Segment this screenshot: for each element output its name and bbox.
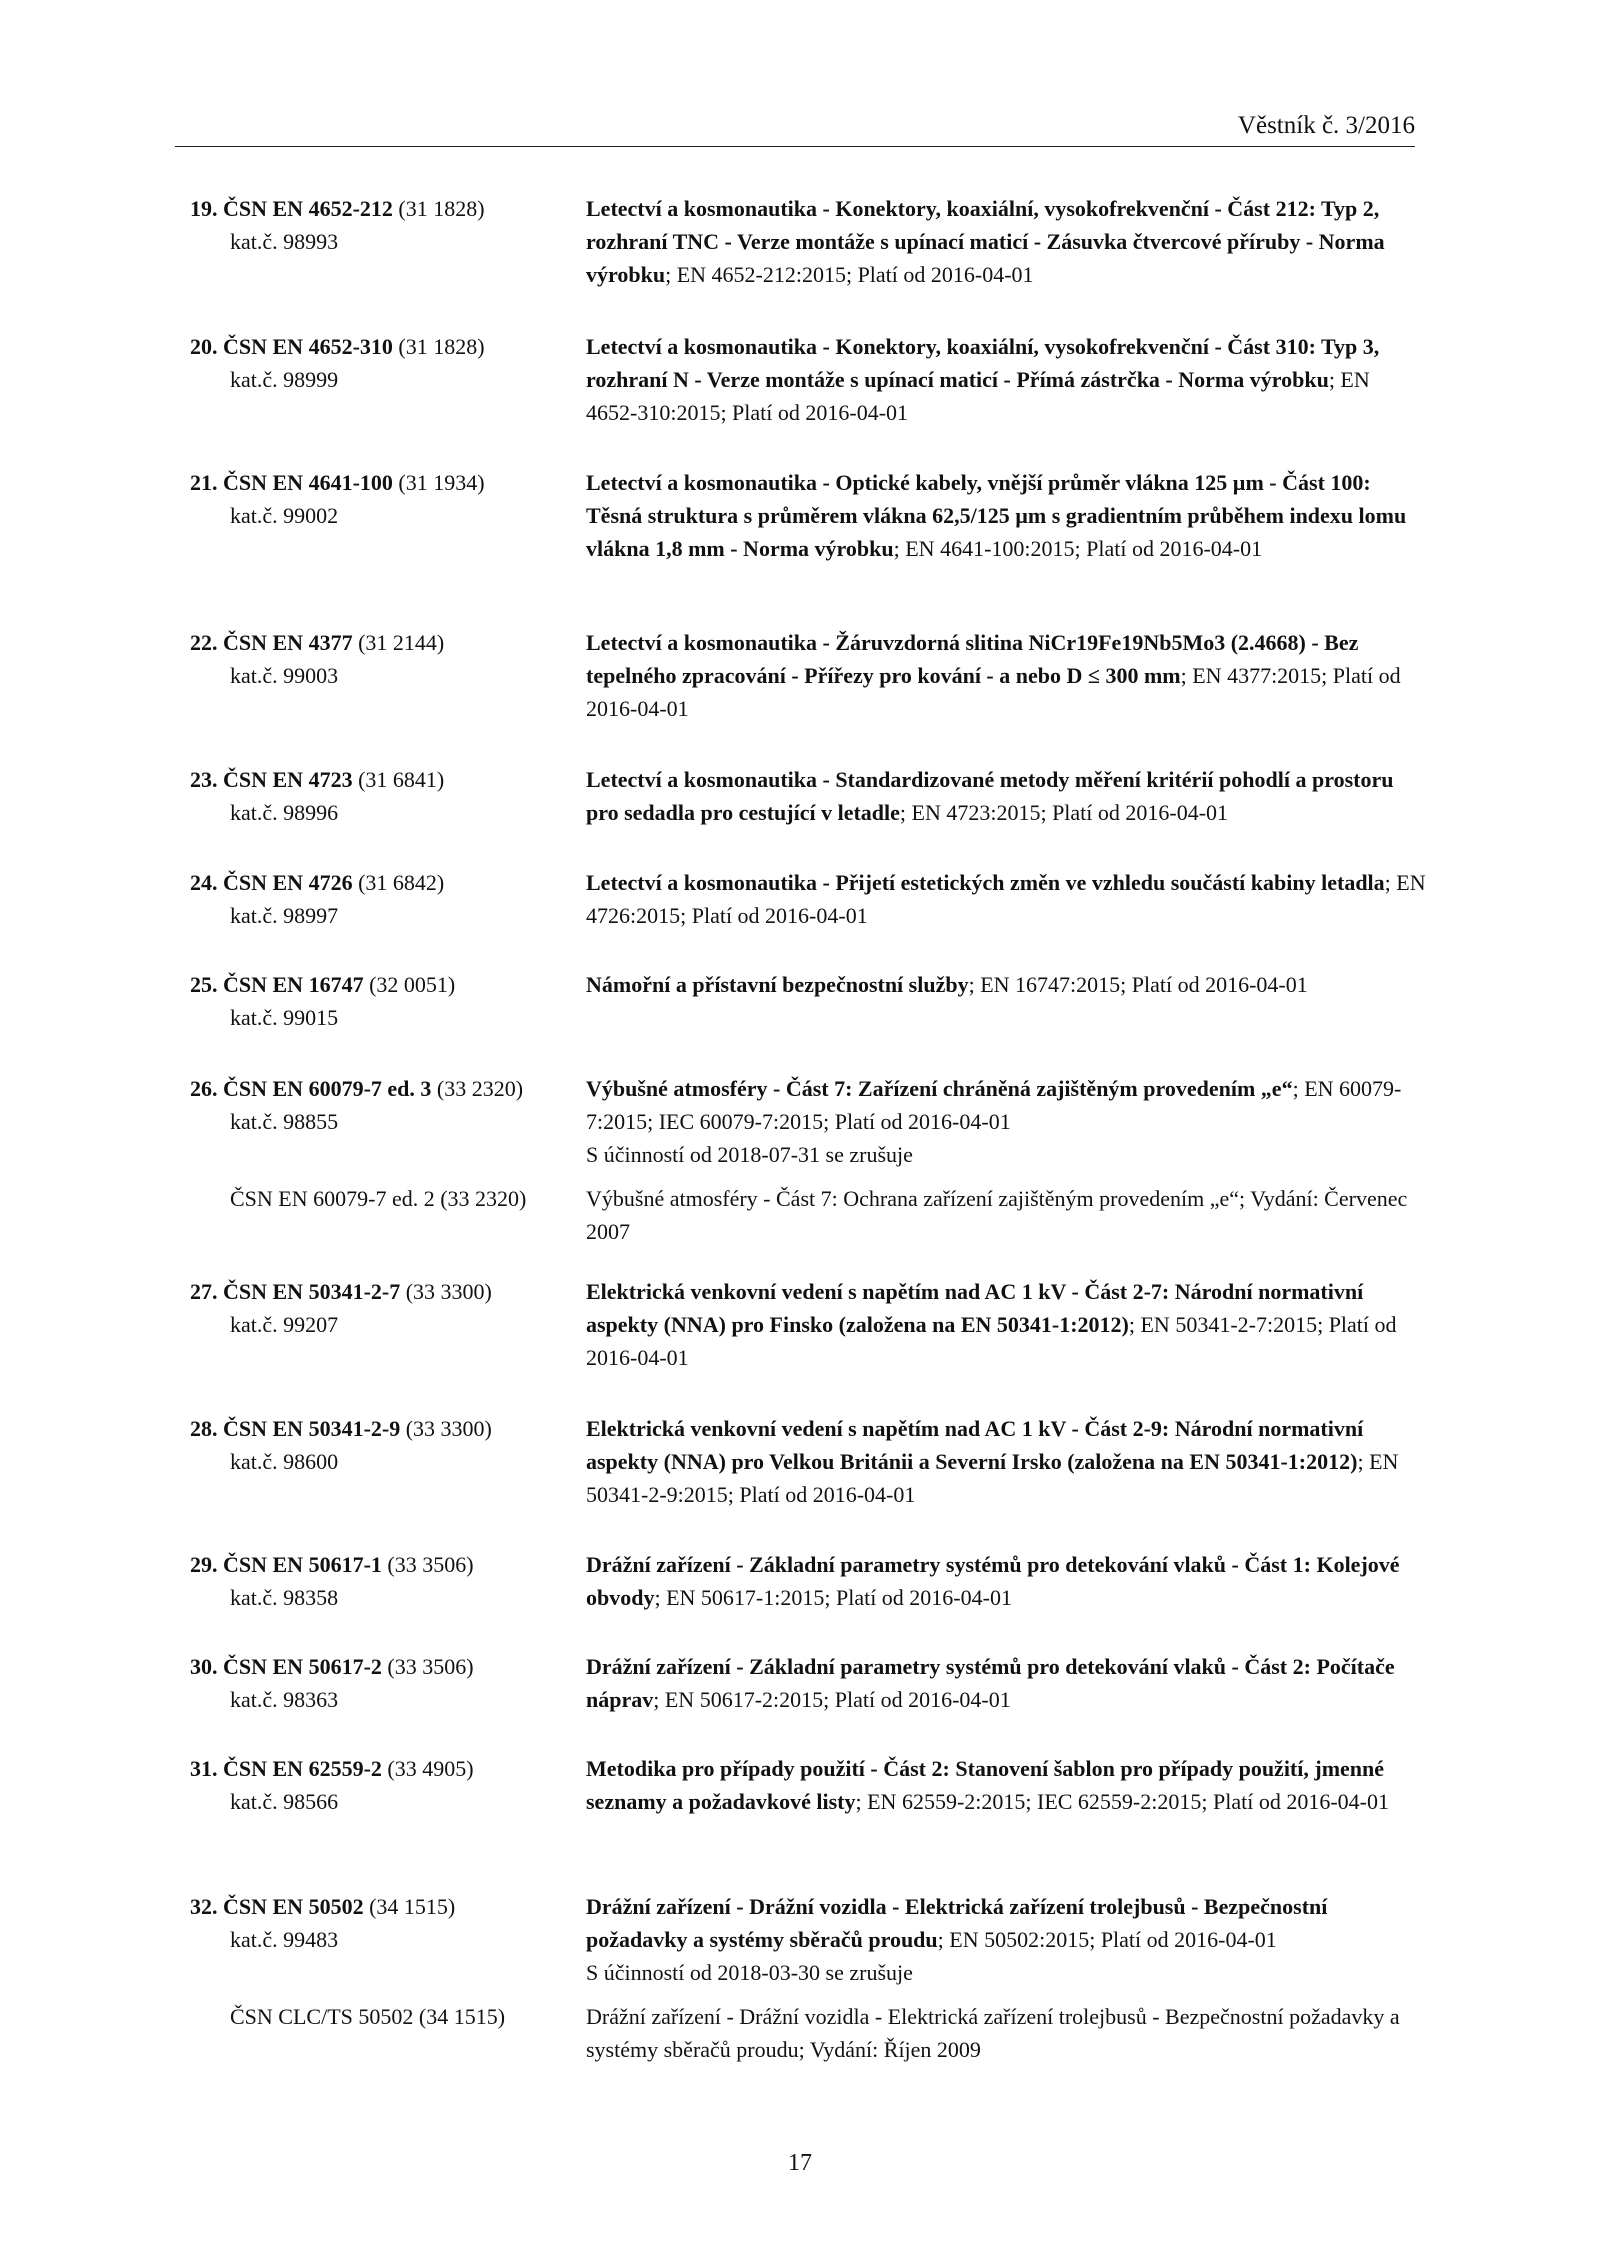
- standard-details: ; EN 4723:2015; Platí od 2016-04-01: [899, 800, 1229, 825]
- entry-identifier: 26. ČSN EN 60079-7 ed. 3 (33 2320) kat.č. 98855: [190, 1072, 575, 1138]
- standard-code: ČSN EN 16747: [223, 972, 364, 997]
- entry-description: [586, 1890, 1426, 1989]
- catalog-number: kat.č. 99002: [230, 503, 339, 528]
- standard-title: Letectví a kosmonautika - Přijetí estetických změn ve vzhledu součástí kabiny letadla: [586, 870, 1385, 895]
- standard-code: ČSN EN 62559-2: [223, 1756, 382, 1781]
- entry-description: [586, 1072, 1426, 1171]
- classification: (33 3506): [381, 1552, 474, 1577]
- standard-code: ČSN EN 50341-2-9: [223, 1416, 401, 1441]
- standard-code: ČSN EN 50502: [223, 1894, 364, 1919]
- standard-details: ; EN 50341-2-9:2015; Platí od 2016-04-01: [586, 1449, 1399, 1507]
- standard-code: ČSN EN 4641-100: [223, 470, 393, 495]
- entry-identifier: 28. ČSN EN 50341-2-9 (33 3300) kat.č. 98600: [190, 1412, 575, 1478]
- entry-identifier: 21. ČSN EN 4641-100 (31 1934) kat.č. 99002: [190, 466, 575, 532]
- entry-description: [586, 866, 1426, 932]
- standard-details: ; EN 62559-2:2015; IEC 62559-2:2015; Platí od 2016-04-01: [855, 1789, 1389, 1814]
- entry-identifier: 20. ČSN EN 4652-310 (31 1828) kat.č. 98999: [190, 330, 575, 396]
- standard-code: ČSN EN 50341-2-7: [223, 1279, 401, 1304]
- standard-title: Elektrická venkovní vedení s napětím nad AC 1 kV - Část 2-7: Národní normativní aspekty (NNA) pro Finsko (založena na EN 50341-1:2012): [586, 1279, 1364, 1337]
- standard-details: ; EN 16747:2015; Platí od 2016-04-01: [968, 972, 1308, 997]
- classification: (33 4905): [381, 1756, 474, 1781]
- entry-identifier: 24. ČSN EN 4726 (31 6842) kat.č. 98997: [190, 866, 575, 932]
- standard-title: Drážní zařízení - Základní parametry systémů pro detekování vlaků - Část 1: Kolejové obvody: [586, 1552, 1400, 1610]
- classification: (33 3506): [381, 1654, 474, 1679]
- entry-description: [586, 1275, 1426, 1374]
- standard-details: ; EN 4641-100:2015; Platí od 2016-04-01: [893, 536, 1263, 561]
- classification: (33 2320): [431, 1076, 524, 1101]
- standard-details: ; EN 4652-212:2015; Platí od 2016-04-01: [665, 262, 1034, 287]
- entry-description: [586, 763, 1426, 829]
- catalog-number: kat.č. 98999: [230, 367, 339, 392]
- catalog-number: kat.č. 98993: [230, 229, 339, 254]
- catalog-number: kat.č. 98996: [230, 800, 339, 825]
- entry-identifier: 23. ČSN EN 4723 (31 6841) kat.č. 98996: [190, 763, 575, 829]
- entry-identifier: 19. ČSN EN 4652-212 (31 1828) kat.č. 98993: [190, 192, 575, 258]
- entry-description: [586, 968, 1426, 1001]
- classification: (31 1828): [392, 196, 485, 221]
- classification: (32 0051): [363, 972, 456, 997]
- catalog-number: kat.č. 98600: [230, 1449, 339, 1474]
- standard-details: ; EN 50341-2-7:2015; Platí od 2016-04-01: [586, 1312, 1397, 1370]
- standard-title: Drážní zařízení - Základní parametry systémů pro detekování vlaků - Část 2: Počítače náprav: [586, 1654, 1395, 1712]
- withdrawal-note: S účinností od 2018-03-30 se zrušuje: [586, 1960, 913, 1985]
- standard-details: ; EN 4726:2015; Platí od 2016-04-01: [586, 870, 1426, 928]
- standard-title: Letectví a kosmonautika - Standardizované metody měření kritérií pohodlí a prostoru pro sedadla pro cestující v letadle: [586, 767, 1394, 825]
- page-number: 17: [788, 2150, 812, 2176]
- standard-title: Letectví a kosmonautika - Konektory, koaxiální, vysokofrekvenční - Část 212: Typ 2, rozhraní TNC - Verze montáže s upínací maticí - Zásuvka čtvercové příruby - Norma výrobku: [586, 196, 1385, 287]
- standard-details: ; EN 50617-2:2015; Platí od 2016-04-01: [653, 1687, 1011, 1712]
- replaced-standard-code: ČSN EN 60079-7 ed. 2 (33 2320): [230, 1186, 527, 1211]
- classification: (34 1515): [363, 1894, 456, 1919]
- entry-description: [586, 330, 1426, 429]
- entry-description: [586, 626, 1426, 725]
- catalog-number: kat.č. 98997: [230, 903, 339, 928]
- standard-title: Letectví a kosmonautika - Optické kabely, vnější průměr vlákna 125 µm - Část 100: Těsná struktura s průměrem vlákna 62,5/125 µm s gradientním průběhem indexu lomu vlákna 1,8 mm - Norma výrobku: [586, 470, 1407, 561]
- classification: (31 6842): [352, 870, 445, 895]
- entry-description: [586, 1752, 1426, 1818]
- standard-title: Metodika pro případy použití - Část 2: Stanovení šablon pro případy použití, jmenné seznamy a požadavkové listy: [586, 1756, 1385, 1814]
- standard-title: Drážní zařízení - Drážní vozidla - Elektrická zařízení trolejbusů - Bezpečnostní požadavky a systémy sběračů proudu: [586, 1894, 1328, 1952]
- journal-title: Věstník č. 3/2016: [1237, 112, 1415, 139]
- standard-title: Výbušné atmosféry - Část 7: Zařízení chráněná zajištěným provedením „e“: [586, 1076, 1293, 1101]
- standard-details: ; EN 50617-1:2015; Platí od 2016-04-01: [654, 1585, 1012, 1610]
- replaced-standard-title: Drážní zařízení - Drážní vozidla - Elektrická zařízení trolejbusů - Bezpečnostní požadavky a systémy sběračů proudu; Vydání: Říjen 2009: [586, 2004, 1400, 2062]
- catalog-number: kat.č. 99483: [230, 1927, 339, 1952]
- standard-code: ČSN EN 4652-212: [223, 196, 393, 221]
- catalog-number: kat.č. 98358: [230, 1585, 339, 1610]
- entry-identifier: 25. ČSN EN 16747 (32 0051) kat.č. 99015: [190, 968, 575, 1034]
- classification: (31 1934): [392, 470, 485, 495]
- standard-code: ČSN EN 50617-1: [223, 1552, 382, 1577]
- replaced-standard-title: Výbušné atmosféry - Část 7: Ochrana zařízení zajištěným provedením „e“; Vydání: Červenec 2007: [586, 1186, 1408, 1244]
- catalog-number: kat.č. 99003: [230, 663, 339, 688]
- standard-details: ; EN 60079-7:2015; IEC 60079-7:2015; Platí od 2016-04-01: [586, 1076, 1402, 1134]
- entry-identifier: 22. ČSN EN 4377 (31 2144) kat.č. 99003: [190, 626, 575, 692]
- classification: (33 3300): [400, 1279, 492, 1304]
- classification: (31 1828): [392, 334, 485, 359]
- standard-details: ; EN 50502:2015; Platí od 2016-04-01: [937, 1927, 1277, 1952]
- classification: (31 2144): [352, 630, 445, 655]
- standard-details: ; EN 4652-310:2015; Platí od 2016-04-01: [586, 367, 1370, 425]
- catalog-number: kat.č. 98363: [230, 1687, 339, 1712]
- catalog-number: kat.č. 99015: [230, 1005, 339, 1030]
- catalog-number: kat.č. 98855: [230, 1109, 339, 1134]
- page-header: [175, 108, 1415, 147]
- standard-title: Elektrická venkovní vedení s napětím nad AC 1 kV - Část 2-9: Národní normativní aspekty (NNA) pro Velkou Británii a Severní Irsko (založena na EN 50341-1:2012): [586, 1416, 1364, 1474]
- entry-identifier: 31. ČSN EN 62559-2 (33 4905) kat.č. 98566: [190, 1752, 575, 1818]
- entry-description: [586, 1548, 1426, 1614]
- standard-code: ČSN EN 4723: [223, 767, 353, 792]
- standard-code: ČSN EN 4377: [223, 630, 353, 655]
- entry-description: [586, 192, 1426, 291]
- standard-title: Letectví a kosmonautika - Žáruvzdorná slitina NiCr19Fe19Nb5Mo3 (2.4668) - Bez tepelného zpracování - Přířezy pro kování - a nebo D ≤ 300 mm: [586, 630, 1359, 688]
- standard-title: Námořní a přístavní bezpečnostní služby: [586, 972, 969, 997]
- standard-code: ČSN EN 4726: [223, 870, 353, 895]
- replaced-standard-code: ČSN CLC/TS 50502 (34 1515): [230, 2004, 506, 2029]
- entry-description: [586, 1650, 1426, 1716]
- entry-identifier: 30. ČSN EN 50617-2 (33 3506) kat.č. 98363: [190, 1650, 575, 1716]
- entry-description: [586, 1412, 1426, 1511]
- classification: (31 6841): [352, 767, 445, 792]
- withdrawal-note: S účinností od 2018-07-31 se zrušuje: [586, 1142, 913, 1167]
- standard-code: ČSN EN 50617-2: [223, 1654, 382, 1679]
- standard-title: Letectví a kosmonautika - Konektory, koaxiální, vysokofrekvenční - Část 310: Typ 3, rozhraní N - Verze montáže s upínací maticí - Přímá zástrčka - Norma výrobku: [586, 334, 1380, 392]
- entry-identifier: 32. ČSN EN 50502 (34 1515) kat.č. 99483: [190, 1890, 575, 1956]
- catalog-number: kat.č. 99207: [230, 1312, 339, 1337]
- classification: (33 3300): [400, 1416, 492, 1441]
- entry-identifier: 29. ČSN EN 50617-1 (33 3506) kat.č. 98358: [190, 1548, 575, 1614]
- standard-details: ; EN 4377:2015; Platí od 2016-04-01: [586, 663, 1401, 721]
- catalog-number: kat.č. 98566: [230, 1789, 339, 1814]
- entry-identifier: 27. ČSN EN 50341-2-7 (33 3300) kat.č. 99207: [190, 1275, 575, 1341]
- entry-description: [586, 466, 1426, 565]
- standard-code: ČSN EN 60079-7 ed. 3: [223, 1076, 432, 1101]
- standard-code: ČSN EN 4652-310: [223, 334, 393, 359]
